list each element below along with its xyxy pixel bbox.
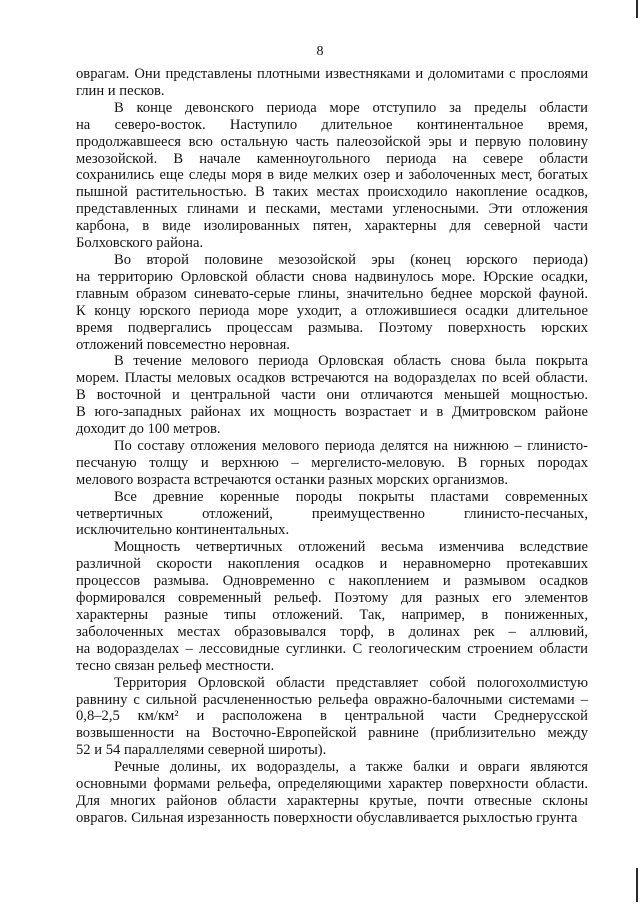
text-line: продолжавшееся всю остальную часть палеозойской эры и первую половину [76, 133, 588, 150]
text-line: Все древние коренные породы покрыты пластами современных [114, 488, 588, 505]
paragraph [76, 438, 588, 489]
text-line: основными формами рельефа, определяющими характер поверхности области. [76, 776, 588, 793]
document-body [76, 66, 588, 827]
text-line: Для многих районов области характерны крутые, почти отвесные склоны [76, 792, 588, 809]
text-line: глин и песков. [76, 82, 165, 99]
text-line: главным образом синевато-серые глины, значительно беднее морской фауной. [76, 285, 588, 302]
text-line: время подвергались процессам размыва. Поэтому поверхность юрских [76, 319, 588, 336]
text-line: песчаную толщу и верхнюю – мергелисто-меловую. В горных породах [76, 454, 588, 471]
paragraph [76, 66, 588, 100]
paragraph [76, 539, 588, 674]
text-line: В конце девонского периода море отступило за пределы области [114, 99, 588, 116]
text-line: процессов размыва. Одновременно с накоплением и размывом осадков [76, 573, 588, 590]
text-line: четвертичных отложений, преимущественно глинисто-песчаных, [76, 505, 588, 522]
paragraph [76, 100, 588, 252]
text-line: Во второй половине мезозойской эры (конец юрского периода) [114, 251, 588, 268]
text-line: равнину с сильной расчлененностью рельефа овражно-балочными системами – [76, 691, 588, 708]
text-line: По составу отложения мелового периода делятся на нижнюю – глинисто- [114, 437, 588, 454]
text-line: отложений повсеместно неровная. [76, 336, 290, 353]
text-line: исключительно континентальных. [76, 522, 290, 539]
page-number: 8 [316, 44, 324, 59]
text-line: морем. Пласты меловых осадков встречаются на водоразделах по всей области. [76, 370, 588, 387]
text-line: заболоченных местах образовывался торф, в долинах рек – аллювий, [76, 623, 588, 640]
text-line: различной скорости накопления осадков и неравномерно протекавших [76, 556, 588, 573]
text-line: Болховского района. [76, 235, 204, 252]
text-line: на северо-восток. Наступило длительное континентальное время, [76, 116, 588, 133]
paragraph [76, 353, 588, 438]
text-line: формировался современный рельеф. Поэтому для разных его элементов [76, 590, 588, 607]
text-line: Территория Орловской области представляет собой пологохолмистую [114, 674, 588, 691]
scan-edge-mark [636, 868, 638, 902]
text-line: характерны разные типы отложений. Так, например, в пониженных, [76, 607, 588, 623]
text-line: В восточной и центральной части они отличаются меньшей мощностью. [76, 387, 588, 404]
paragraph [76, 759, 588, 827]
text-line: Речные долины, их водоразделы, а также балки и овраги являются [114, 759, 588, 776]
text-line: 52 и 54 параллелями северной широты). [76, 742, 327, 759]
text-line: В юго-западных районах их мощность возрастает и в Дмитровском районе [76, 404, 588, 421]
text-line: представленных глинами и песками, местами угленосными. Эти отложения [76, 201, 588, 218]
text-line: К концу юрского периода море уходит, а отложившиеся осадки длительное [76, 302, 588, 319]
text-line: оврагов. Сильная изрезанность поверхности обуславливается рыхлостью грунта [76, 809, 578, 826]
text-line: карбона, в виде изолированных пятен, характерны для северной части [76, 218, 588, 235]
text-line: В течение мелового периода Орловская область снова была покрыта [114, 353, 588, 370]
text-line: Мощность четвертичных отложений весьма изменчива вследствие [114, 539, 588, 556]
text-line: тесно связан рельеф местности. [76, 657, 275, 674]
text-line: доходит до 100 метров. [76, 421, 221, 438]
paragraph [76, 252, 588, 353]
text-line: на водоразделах – лессовидные суглинки. С геологическим строением области [76, 640, 588, 657]
text-line: пышной растительностью. В таких местах происходило накопление осадков, [76, 184, 588, 201]
scan-edge-mark [636, 0, 638, 18]
paragraph [76, 489, 588, 540]
paragraph [76, 675, 588, 760]
text-line: на территорию Орловской области снова надвинулось море. Юрские осадки, [76, 268, 588, 285]
text-line: сохранились еще следы моря в виде мелких озер и заболоченных мест, богатых [76, 167, 588, 184]
text-line: возвышенности на Восточно-Европейской равнине (приблизительно между [76, 725, 588, 742]
text-line: мелового возраста встречаются останки разных морских организмов. [76, 471, 508, 488]
text-line: оврагам. Они представлены плотными известняками и доломитами с прослоями [76, 66, 588, 82]
text-line: мезозойской. В начале каменноугольного периода на севере области [76, 150, 588, 167]
text-line: 0,8–2,5 км/км² и расположена в центральной части Среднерусской [76, 708, 588, 725]
